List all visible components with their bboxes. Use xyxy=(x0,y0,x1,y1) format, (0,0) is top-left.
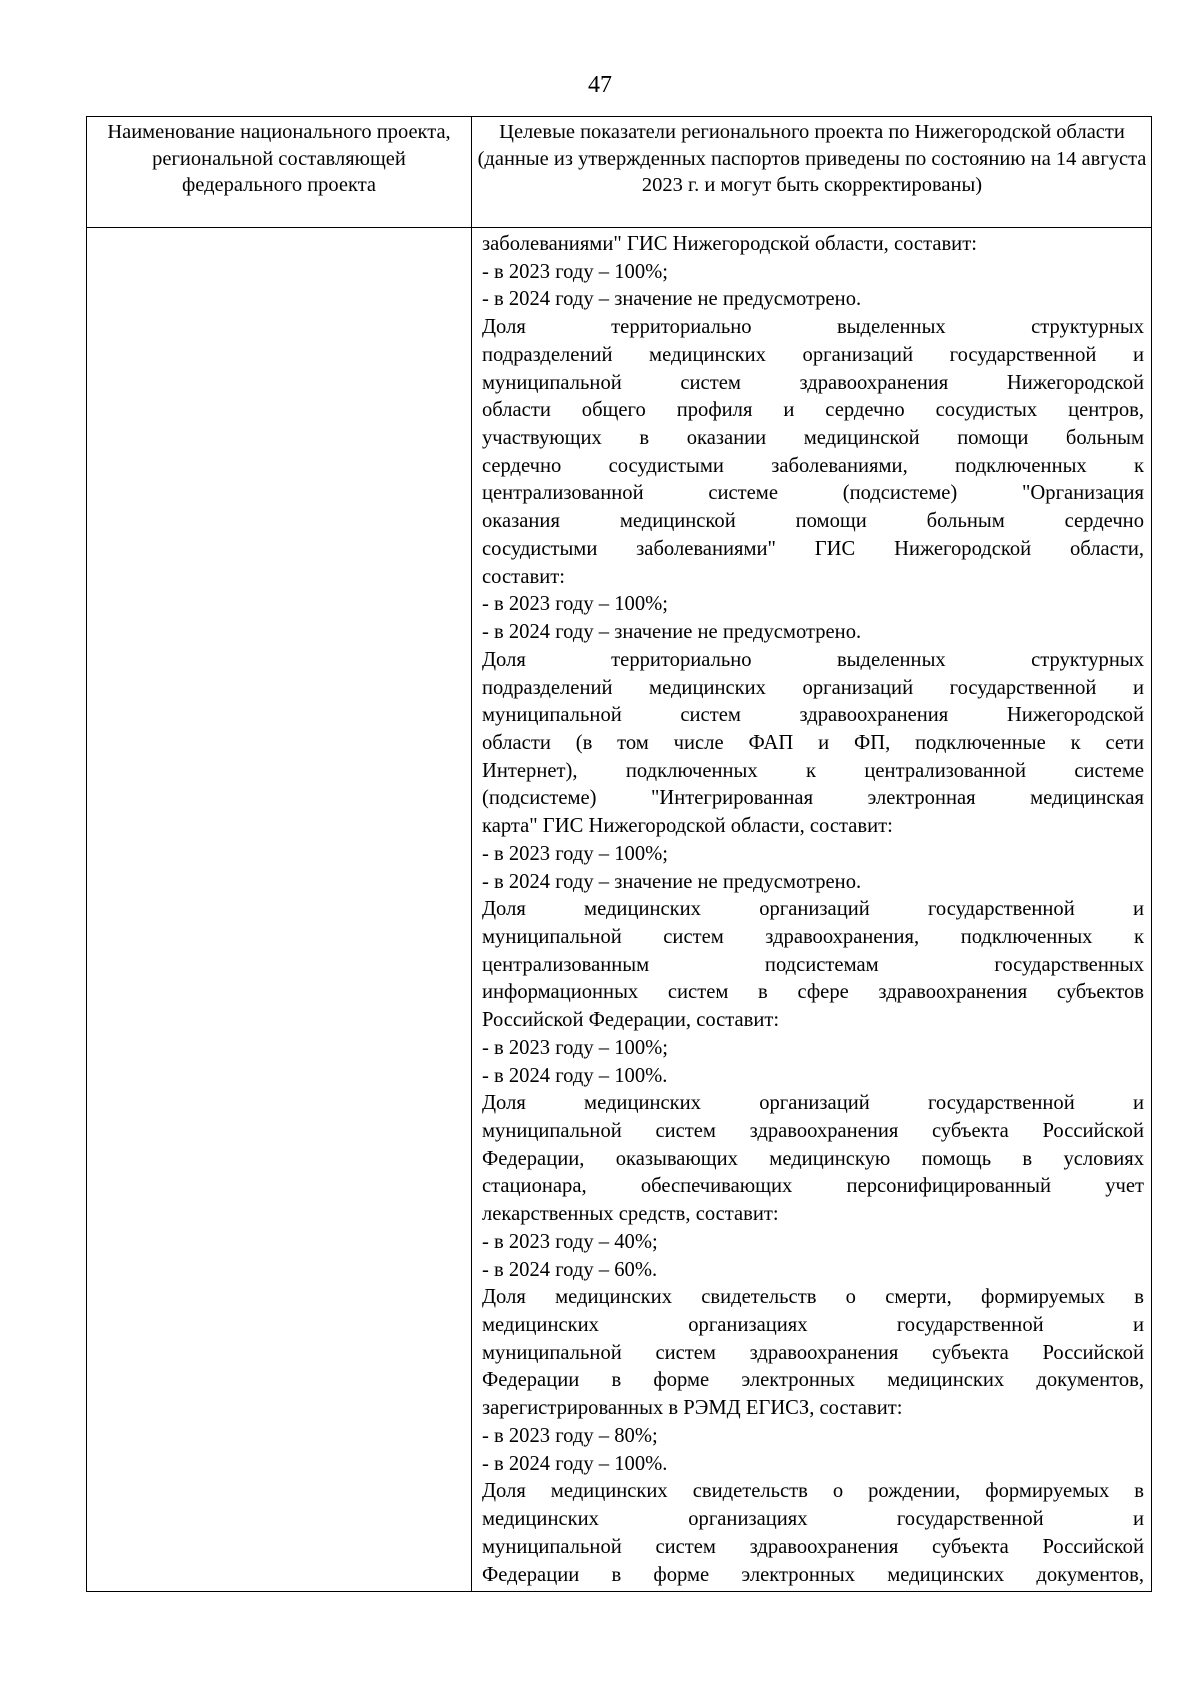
text-line: - в 2024 году – 60%. xyxy=(482,1258,658,1281)
text-line: сосудистыми заболеваниями" ГИС Нижегородской области, xyxy=(482,537,1144,560)
text-line: подразделений медицинских организаций государственной и xyxy=(482,676,1144,699)
text-line: централизованной системе (подсистеме) "Организация xyxy=(482,482,1144,505)
header-project-name: Наименование национального проекта, региональной составляющей федерального проекта xyxy=(107,121,451,197)
header-target-indicators: Целевые показатели регионального проекта по Нижегородской области (данные из утвержденных паспортов приведены по состоянию на 14 августа 2023 г. и могут быть скорректированы) xyxy=(477,121,1147,197)
text-line: централизованным подсистемам государственных xyxy=(482,953,1144,976)
text-line: - в 2024 году – 100%. xyxy=(482,1452,668,1475)
page-number: 47 xyxy=(588,72,612,98)
text-line: лекарственных средств, составит: xyxy=(482,1203,779,1226)
text-line: - в 2024 году – значение не предусмотрено. xyxy=(482,870,862,893)
text-line: муниципальной систем здравоохранения Нижегородской xyxy=(482,704,1144,727)
text-line: Доля медицинских организаций государственной и xyxy=(482,898,1144,921)
text-line: - в 2023 году – 80%; xyxy=(482,1424,658,1447)
text-line: составит: xyxy=(482,565,565,588)
text-line: - в 2023 году – 100%; xyxy=(482,260,668,283)
text-line: стационара, обеспечивающих персонифицированный учет xyxy=(482,1175,1144,1198)
text-line: муниципальной систем здравоохранения субъекта Российской xyxy=(482,1341,1144,1364)
text-line: Доля медицинских свидетельств о смерти, формируемых в xyxy=(482,1286,1144,1309)
text-line: информационных систем в сфере здравоохранения субъектов xyxy=(482,981,1144,1004)
text-line: участвующих в оказании медицинской помощи больным xyxy=(482,427,1144,450)
text-line: - в 2023 году – 40%; xyxy=(482,1230,658,1253)
text-line: муниципальной систем здравоохранения, подключенных к xyxy=(482,925,1144,948)
text-line: Доля территориально выделенных структурных xyxy=(482,648,1144,671)
text-line: области общего профиля и сердечно сосудистых центров, xyxy=(482,399,1144,422)
text-line: Федерации в форме электронных медицинских документов, xyxy=(482,1369,1144,1392)
text-line: медицинских организациях государственной и xyxy=(482,1508,1144,1531)
text-line: Российской Федерации, составит: xyxy=(482,1009,780,1032)
text-line: заболеваниями" ГИС Нижегородской области, составит: xyxy=(482,233,977,255)
column-divider xyxy=(471,117,472,1591)
text-line: - в 2024 году – значение не предусмотрено. xyxy=(482,621,862,644)
text-line: - в 2024 году – значение не предусмотрено. xyxy=(482,288,862,311)
text-line: карта" ГИС Нижегородской области, составит: xyxy=(482,815,893,838)
text-line: (подсистеме) "Интегрированная электронная медицинская xyxy=(482,787,1144,810)
text-line: муниципальной систем здравоохранения субъекта Российской xyxy=(482,1535,1144,1558)
indicators-text-cell xyxy=(482,231,1144,1589)
text-line: Федерации, оказывающих медицинскую помощь в условиях xyxy=(482,1147,1144,1170)
text-line: Доля медицинских свидетельств о рождении, формируемых в xyxy=(482,1480,1144,1503)
text-line: зарегистрированных в РЭМД ЕГИСЗ, составит: xyxy=(482,1397,903,1420)
text-line: области (в том числе ФАП и ФП, подключенные к сети xyxy=(482,731,1144,754)
text-line: Федерации в форме электронных медицинских документов, xyxy=(482,1563,1144,1586)
text-line: медицинских организациях государственной и xyxy=(482,1314,1144,1337)
text-line: Доля территориально выделенных структурных xyxy=(482,316,1144,339)
text-line: оказания медицинской помощи больным сердечно xyxy=(482,510,1144,533)
text-line: сердечно сосудистыми заболеваниями, подключенных к xyxy=(482,454,1144,477)
text-line: подразделений медицинских организаций государственной и xyxy=(482,343,1144,366)
text-line: муниципальной систем здравоохранения Нижегородской xyxy=(482,371,1144,394)
text-line: - в 2023 году – 100%; xyxy=(482,1036,668,1059)
text-line: - в 2024 году – 100%. xyxy=(482,1064,668,1087)
text-line: - в 2023 году – 100%; xyxy=(482,593,668,616)
indicators-table xyxy=(86,116,1152,1592)
text-line: - в 2023 году – 100%; xyxy=(482,842,668,865)
text-line: Интернет), подключенных к централизованной системе xyxy=(482,759,1144,782)
header-divider xyxy=(87,227,1151,228)
text-line: муниципальной систем здравоохранения субъекта Российской xyxy=(482,1120,1144,1142)
text-line: Доля медицинских организаций государственной и xyxy=(482,1092,1144,1115)
